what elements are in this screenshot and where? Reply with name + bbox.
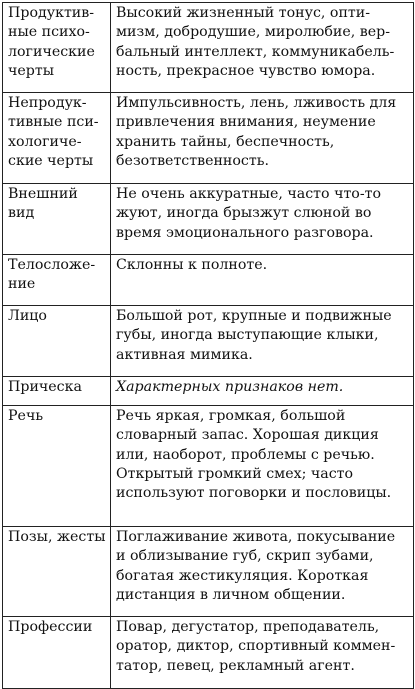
table-row-face <box>3 306 414 377</box>
row-value: Большой рот, крупные и подвижные губы, иногда выступающие клыки, активная мимика. <box>111 306 414 377</box>
table-row-appearance <box>3 184 414 255</box>
row-label: Прическа <box>3 377 111 406</box>
row-label: Лицо <box>3 306 111 377</box>
table-row-productive-traits <box>3 3 414 93</box>
row-label: Продуктив- ные психо- логические черты <box>3 3 111 93</box>
row-value: Поглаживание живота, покусывание и облизывание губ, скрип зубами, богатая жестикуляция. Короткая дистанция в личном общении. <box>111 527 414 617</box>
row-label: Непродук- тивные пси- хологиче- ские черты <box>3 93 111 184</box>
row-label: Внешний вид <box>3 184 111 255</box>
table-row-hairstyle <box>3 377 414 406</box>
table-row-unproductive-traits <box>3 93 414 184</box>
row-label: Речь <box>3 406 111 527</box>
row-value: Склонны к полноте. <box>111 255 414 306</box>
table-row-physique <box>3 255 414 306</box>
table-row-postures-gestures <box>3 527 414 617</box>
row-value: Характерных признаков нет. <box>111 377 414 406</box>
row-value: Повар, дегустатор, преподаватель, оратор, диктор, спортивный коммен- татор, певец, рекламный агент. <box>111 617 414 689</box>
table-row-professions <box>3 617 414 689</box>
table-row-speech <box>3 406 414 527</box>
row-value: Речь яркая, громкая, большой словарный запас. Хорошая дикция или, наоборот, проблемы с речью. Открытый громкий смех; часто используют поговорки и пословицы. <box>111 406 414 527</box>
row-value: Не очень аккуратные, часто что-то жуют, иногда брызжут слюной во время эмоционального разговора. <box>111 184 414 255</box>
traits-table <box>2 2 414 689</box>
row-value: Импульсивность, лень, лживость для привлечения внимания, неумение хранить тайны, беспечность, безответственность. <box>111 93 414 184</box>
row-label: Телосложе- ние <box>3 255 111 306</box>
row-label: Позы, жесты <box>3 527 111 617</box>
row-value: Высокий жизненный тонус, опти- мизм, добродушие, миролюбие, вер- бальный интеллект, коммуникабель- ность, прекрасное чувство юмора. <box>111 3 414 93</box>
row-label: Профессии <box>3 617 111 689</box>
